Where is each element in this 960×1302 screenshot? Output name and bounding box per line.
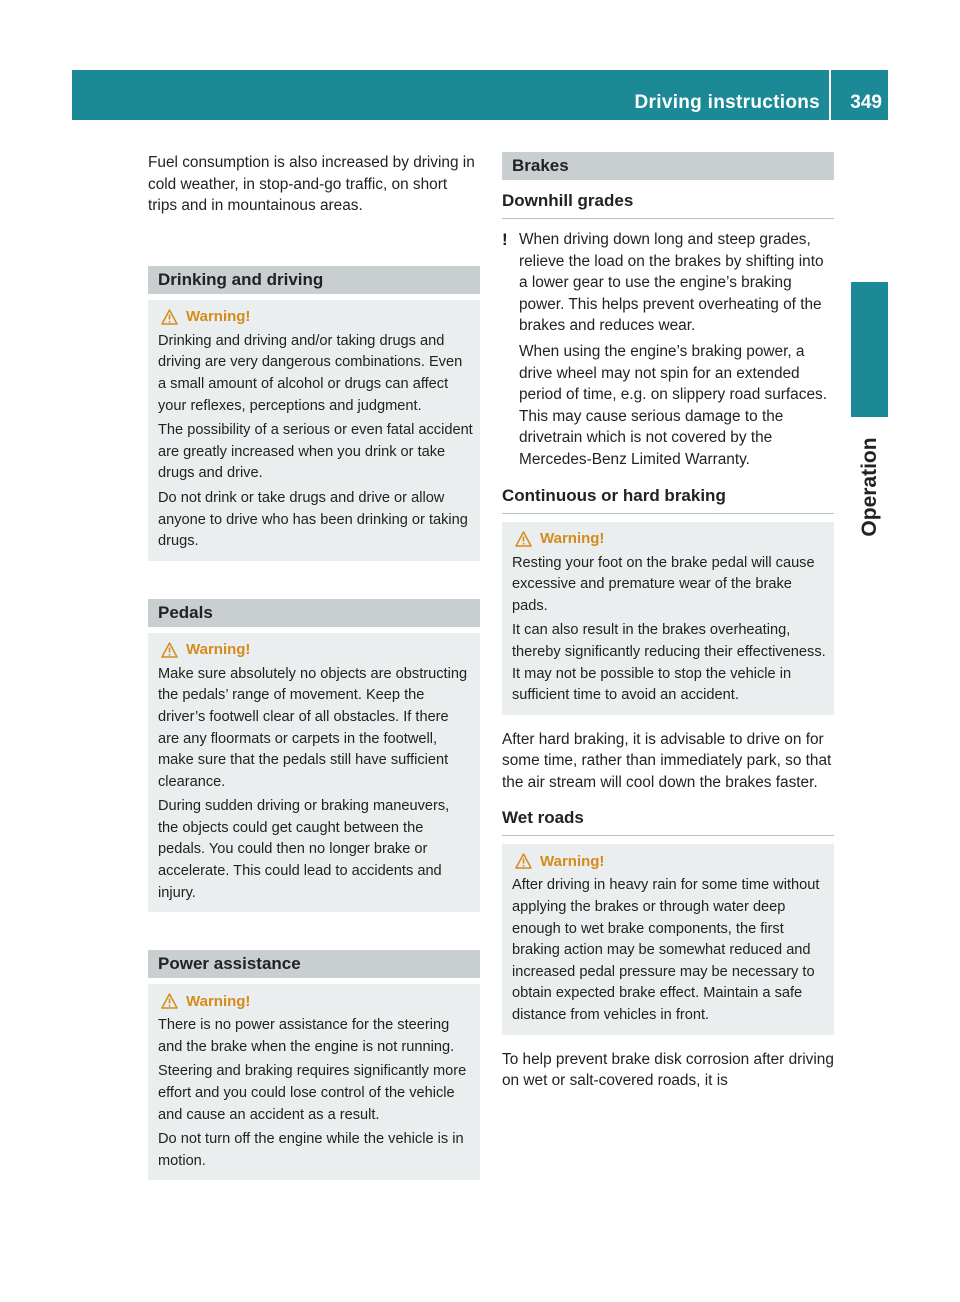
page-number: 349: [850, 92, 882, 113]
warning-label: Warning!: [186, 308, 251, 326]
warning-title: [512, 528, 827, 550]
warning-text: Make sure absolutely no objects are obstructing the pedals’ range of movement. Keep the driver’s footwell clear of all obstacles. If there are any floormats or carpets in the footwell, make sure that the pedals still have sufficient clearance.: [158, 665, 468, 790]
warning-triangle-icon: [161, 309, 178, 325]
body-paragraph: After hard braking, it is advisable to drive on for some time, rather than immediately park, so that the air stream will cool down the brakes faster.: [502, 730, 832, 791]
warning-text: Steering and braking requires significantly more effort and you could lose control of the vehicle and cause an accident as a result.: [158, 1063, 467, 1123]
warning-title: [158, 990, 473, 1012]
body-paragraph: To help prevent brake disk corrosion after driving on wet or salt-covered roads, it is: [502, 1050, 834, 1090]
section-heading-power-assistance: Power assistance: [148, 950, 480, 978]
warning-text: Drinking and driving and/or taking drugs and driving are very dangerous combinations. Even a small amount of alcohol or drugs can affect your reflexes, perceptions and judgment.: [158, 332, 463, 414]
notice-block: [502, 229, 834, 475]
warning-label: Warning!: [540, 530, 605, 548]
warning-title: [512, 850, 827, 872]
warning-title: [158, 639, 473, 661]
right-column: [502, 152, 834, 1092]
side-tab-marker: [851, 282, 888, 417]
intro-paragraph: Fuel consumption is also increased by driving in cold weather, in stop-and-go traffic, on short trips and in mountainous areas.: [148, 154, 475, 215]
warning-text: After driving in heavy rain for some time without applying the brakes or through water deep enough to wet brake components, the first braking action may be somewhat reduced and increased pedal pressure may be necessary to obtain expected brake effect. Maintain a safe distance from vehicles in front.: [512, 877, 820, 1024]
warning-text: During sudden driving or braking maneuvers, the objects could get caught between the pedals. You could then no longer brake or accelerate. This could lead to accidents and injury.: [158, 798, 450, 901]
warning-label: Warning!: [540, 852, 605, 870]
left-column: [148, 152, 480, 1180]
warning-triangle-icon: [515, 531, 532, 547]
warning-box-continuous-braking: [502, 522, 834, 715]
warning-text: Do not drink or take drugs and drive or allow anyone to drive who has been drinking or taking drugs.: [158, 489, 468, 550]
warning-text: The possibility of a serious or even fatal accident are greatly increased when you drink or take drugs and drive.: [158, 422, 473, 482]
exclamation-icon: !: [502, 230, 508, 249]
notice-text: When driving down long and steep grades, relieve the load on the brakes by shifting into a lower gear to use the engine’s braking power. This helps prevent overheating of the brakes and reduces wear.: [519, 231, 824, 335]
warning-box-pedals: [148, 633, 480, 913]
warning-box-drinking: [148, 300, 480, 561]
page-header: [72, 70, 888, 120]
notice-text: When using the engine’s braking power, a drive wheel may not spin for an extended period of time, e.g. on slippery road surfaces. This may cause serious damage to the drivetrain which is not covered by the Mercedes-Benz Limited Warranty.: [519, 342, 827, 468]
subheading-wet-roads: Wet roads: [502, 807, 834, 836]
warning-triangle-icon: [161, 642, 178, 658]
side-tab-text: Operation: [858, 437, 881, 537]
chapter-title: Driving instructions: [634, 92, 820, 113]
header-divider: [829, 70, 831, 120]
warning-box-power: [148, 984, 480, 1180]
warning-triangle-icon: [161, 993, 178, 1009]
warning-triangle-icon: [515, 853, 532, 869]
warning-title: [158, 306, 473, 328]
warning-label: Warning!: [186, 641, 251, 659]
subheading-continuous-braking: Continuous or hard braking: [502, 485, 834, 514]
side-tab-label: [848, 432, 892, 542]
warning-text: Resting your foot on the brake pedal will cause excessive and premature wear of the brake pads.: [512, 554, 815, 614]
warning-label: Warning!: [186, 992, 251, 1010]
warning-text: Do not turn off the engine while the vehicle is in motion.: [158, 1131, 464, 1169]
warning-box-wet-roads: [502, 844, 834, 1034]
subheading-downhill-grades: Downhill grades: [502, 190, 834, 219]
section-heading-pedals: Pedals: [148, 599, 480, 627]
warning-text: It can also result in the brakes overheating, thereby significantly reducing their effectiveness. It may not be possible to stop the vehicle in sufficient time to avoid an accident.: [512, 622, 826, 704]
section-heading-brakes: Brakes: [502, 152, 834, 180]
section-heading-drinking: Drinking and driving: [148, 266, 480, 294]
warning-text: There is no power assistance for the steering and the brake when the engine is not running.: [158, 1017, 455, 1055]
